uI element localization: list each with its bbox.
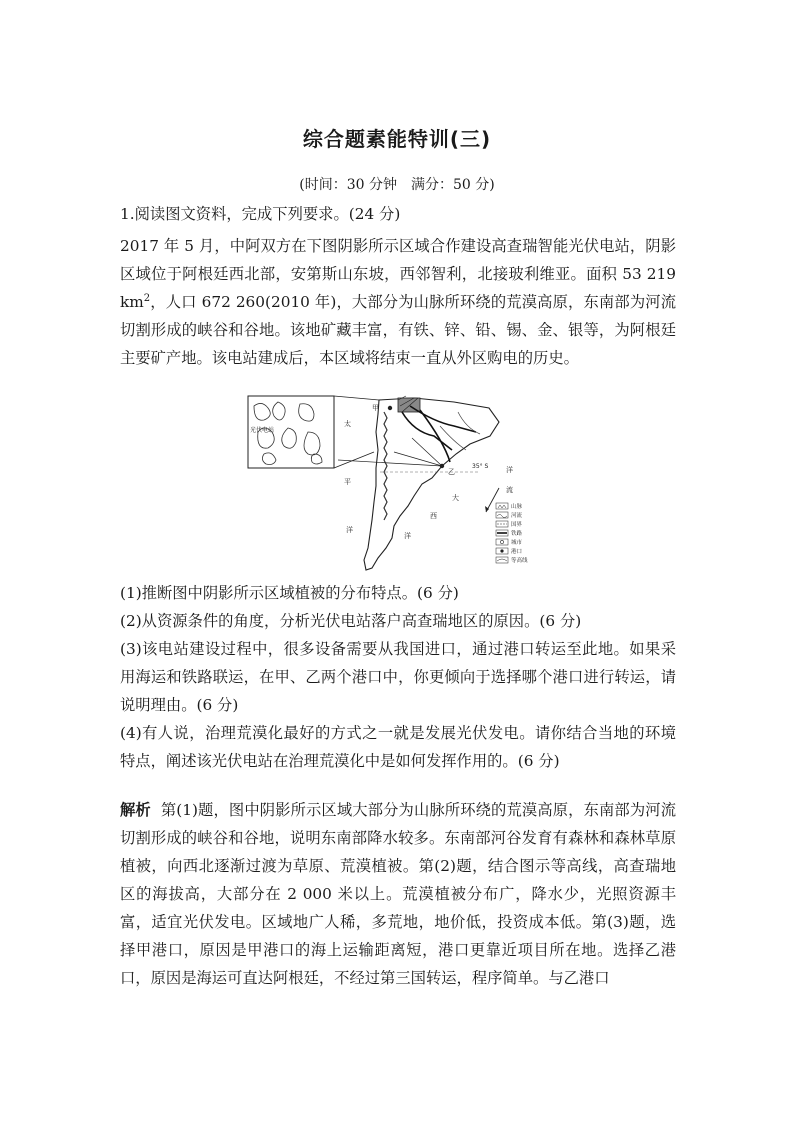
andes-mountains	[384, 412, 387, 520]
area-unit-superscript: 2	[143, 292, 151, 304]
sub-questions	[120, 579, 676, 775]
route-lines	[338, 438, 442, 466]
label-liu: 流	[506, 486, 513, 494]
analysis-text: 第(1)题，图中阴影所示区域大部分为山脉所环绕的荒漠高原，东南部为河流切割形成的峡谷和谷地，说明东南部降水较多。东南部河谷发育有森林和森林草原植被，向西北逐渐过渡为草原、荒漠植被。第(2)题，结合图示等高线，高查瑞地区的海拔高，大部分在 2 000 米以上。荒漠植被分布广，降水少，光照资源丰富，适宜光伏发电。区域地广人稀，多荒地，地价低，投资成本低。第(3)题，选择甲港口，原因是甲港口的海上运输距离短，港口更靠近项目所在地。选择乙港口，原因是海运可直达阿根廷，不经过第三国转运，程序简单。与乙港口	[120, 801, 676, 987]
question-1-heading: 1.阅读图文资料，完成下列要求。(24 分)	[120, 205, 401, 223]
map-legend	[496, 502, 528, 564]
analysis-label: 解析	[120, 801, 151, 819]
label-yang1: 洋	[346, 526, 353, 534]
sub-question-3: (3)该电站建设过程中，很多设备需要从我国进口，通过港口转运至此地。如果采用海运和铁路联运，在甲、乙两个港口中，你更倾向于选择哪个港口进行转运，请说明理由。(6 分)	[120, 640, 676, 714]
legend-item: 城市	[511, 540, 523, 546]
label-latitude: 35° S	[472, 463, 489, 470]
label-xi: 西	[430, 512, 437, 520]
legend-item: 国界	[511, 522, 523, 528]
map-figure	[244, 392, 550, 574]
label-tai: 太	[344, 420, 351, 428]
sub-question-1: (1)推断图中阴影所示区域植被的分布特点。(6 分)	[120, 584, 459, 602]
intro-paragraph	[120, 232, 676, 372]
legend-item: 山脉	[511, 504, 523, 510]
label-da: 大	[452, 494, 459, 502]
inset-label: 光伏电站	[250, 427, 275, 434]
intro-text-b: ，人口 672 260(2010 年)，大部分为山脉所环绕的荒漠高原，东南部为河流切割形成的峡谷和谷地。该地矿藏丰富，有铁、锌、铅、锡、金、银等，为阿根廷主要矿产地。该电站建成后，本区域将结束一直从外区购电的历史。	[120, 293, 676, 367]
legend-item: 铁路	[511, 531, 523, 537]
label-yang3: 洋	[506, 466, 513, 474]
intro-text-a: 2017 年 5 月，中阿双方在下图阴影所示区域合作建设高查瑞智能光伏电站，阴影区域位于阿根廷西北部，安第斯山东坡，西邻智利，北接玻利维亚。面积 53 219 km	[120, 237, 676, 311]
sub-question-4: (4)有人说，治理荒漠化最好的方式之一就是发展光伏发电。请你结合当地的环境特点，阐述该光伏电站在治理荒漠化中是如何发挥作用的。(6 分)	[120, 724, 676, 770]
label-jia: 甲	[372, 404, 379, 412]
legend-item: 等高线	[511, 558, 528, 564]
inset-connector	[334, 396, 379, 400]
rivers	[440, 412, 480, 450]
exam-time-info: (时间：30 分钟 满分：50 分)	[299, 177, 495, 193]
analysis-section	[120, 796, 676, 992]
legend-item: 港口	[511, 549, 523, 555]
railways	[402, 406, 476, 462]
page-title: 综合题素能特训(三)	[302, 127, 492, 151]
label-yang2: 洋	[404, 532, 411, 540]
label-ping: 平	[344, 478, 351, 486]
legend-item: 河流	[511, 513, 523, 519]
port-jia-marker	[388, 406, 392, 410]
label-yi: 乙	[448, 468, 455, 476]
port-yi-marker	[440, 464, 444, 468]
sub-question-2: (2)从资源条件的角度，分析光伏电站落户高查瑞地区的原因。(6 分)	[120, 612, 582, 630]
